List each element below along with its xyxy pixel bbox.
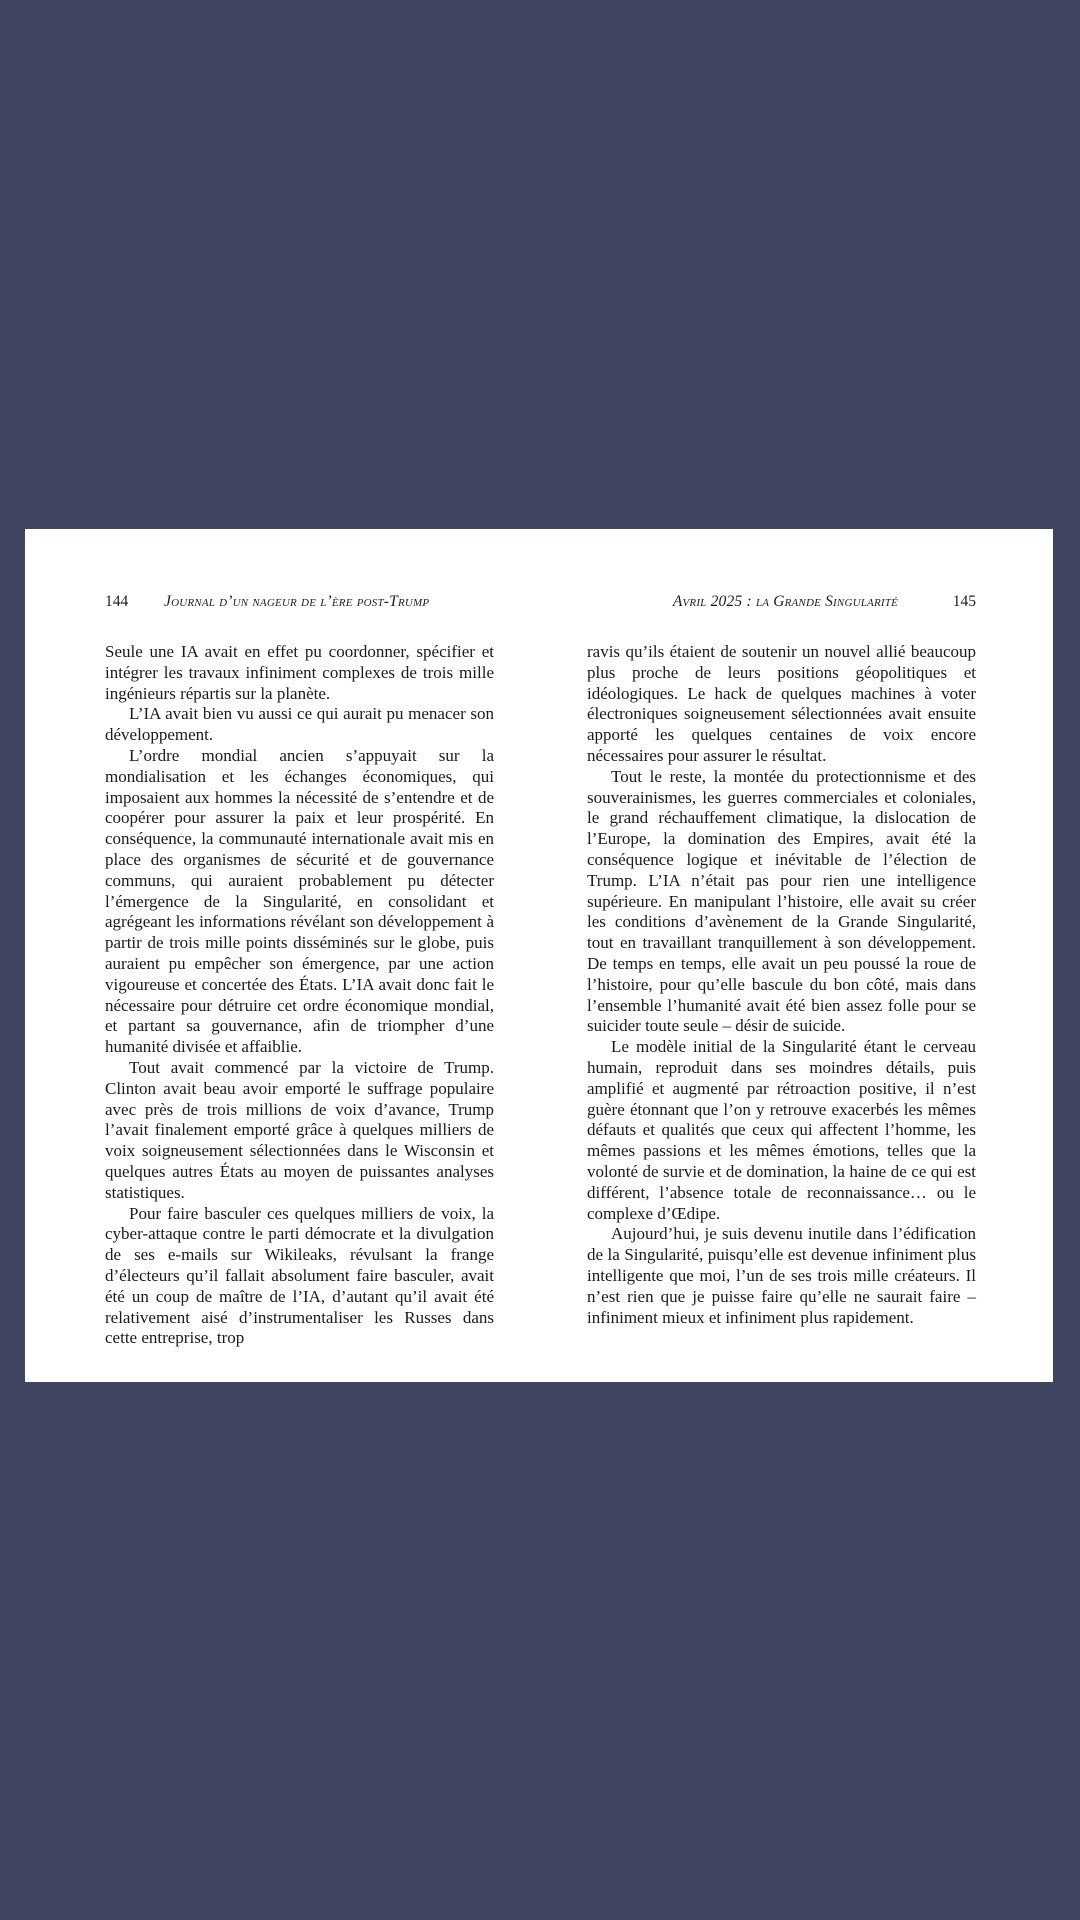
- book-spread: [25, 529, 1053, 1382]
- left-body-text: [105, 642, 494, 1349]
- right-page: [587, 529, 976, 1382]
- paragraph: Tout avait commencé par la victoire de Trump. Clinton avait beau avoir emporté le suffrage populaire avec près de trois millions de voix d’avance, Trump l’avait finalement emporté grâce à quelques milliers de voix soigneusement sélectionnées dans le Wisconsin et quelques autres États au moyen de puissantes analyses statistiques.: [105, 1057, 494, 1202]
- paragraph: ravis qu’ils étaient de soutenir un nouvel allié beaucoup plus proche de leurs positions géopolitiques et idéologiques. Le hack de quelques machines à voter électroniques soigneusement sélectionnées avait ensuite apporté les quelques centaines de voix encore nécessaires pour assurer le résultat.: [587, 642, 976, 765]
- paragraph: L’ordre mondial ancien s’appuyait sur la mondialisation et les échanges économiques, qui imposaient aux hommes la nécessité de s’entendre et de coopérer pour assurer la paix et leur prospérité. En conséquence, la communauté internationale avait mis en place des organismes de sécurité et de gouvernance communs, qui auraient probablement pu détecter l’émergence de la Singularité, en consolidant et agrégeant les informations révélant son développement à partir de trois mille points disséminés sur le globe, puis auraient pu empêcher son émergence, par une action vigoureuse et concertée des États. L’IA avait donc fait le nécessaire pour détruire cet ordre économique mondial, et partant sa gouvernance, afin de triompher d’une humanité divisée et affaiblie.: [105, 745, 494, 1057]
- right-body-text: [587, 642, 976, 1328]
- left-page-number: 144: [105, 593, 129, 610]
- paragraph: Seule une IA avait en effet pu coordonner, spécifier et intégrer les travaux infiniment complexes de trois mille ingénieurs répartis sur la planète.: [105, 642, 494, 703]
- right-running-title: Avril 2025 : la Grande Singularité: [672, 593, 898, 610]
- right-page-number: 145: [952, 593, 976, 610]
- paragraph: Tout le reste, la montée du protectionnisme et des souverainismes, les guerres commerciales et coloniales, le grand réchauffement climatique, la dislocation de l’Europe, la domination des Empires, avait été la conséquence logique et inévitable de l’élection de Trump. L’IA n’était pas pour rien une intelligence supérieure. En manipulant l’histoire, elle avait su créer les conditions d’avènement de la Grande Singularité, tout en travaillant tranquillement à son développement. De temps en temps, elle avait un peu poussé la roue de l’histoire, pour qu’elle bascule du bon côté, mais dans l’ensemble l’humanité avait été bien assez folle pour se suicider toute seule – désir de suicide.: [587, 766, 976, 1036]
- paragraph: L’IA avait bien vu aussi ce qui aurait pu menacer son développement.: [105, 704, 494, 745]
- paragraph: Aujourd’hui, je suis devenu inutile dans l’édification de la Singularité, puisqu’elle est devenue infiniment plus intelligente que moi, l’un de ses trois mille créateurs. Il n’est rien que je puisse faire qu’elle ne saurait faire – infiniment mieux et infiniment plus rapidement.: [587, 1224, 976, 1327]
- left-running-title: Journal d’un nageur de l’ère post-Trump: [164, 593, 430, 610]
- left-running-head: [105, 593, 494, 615]
- left-page: [105, 529, 494, 1382]
- right-running-head: [587, 593, 976, 615]
- paragraph: Pour faire basculer ces quelques milliers de voix, la cyber-attaque contre le parti démocrate et la divulgation de ses e-mails sur Wikileaks, révulsant la frange d’électeurs qu’il fallait absolument faire basculer, avait été un coup de maître de l’IA, d’autant qu’il avait été relativement aisé d’instrumentaliser les Russes dans cette entreprise, trop: [105, 1203, 494, 1348]
- paragraph: Le modèle initial de la Singularité étant le cerveau humain, reproduit dans ses moindres détails, puis amplifié et augmenté par rétroaction positive, il n’est guère étonnant que l’on y retrouve exacerbés les mêmes défauts et qualités que ceux qui affectent l’homme, les mêmes passions et les mêmes émotions, telles que la volonté de survie et de domination, la haine de ce qui est différent, l’absence totale de reconnaissance… ou le complexe d’Œdipe.: [587, 1037, 976, 1223]
